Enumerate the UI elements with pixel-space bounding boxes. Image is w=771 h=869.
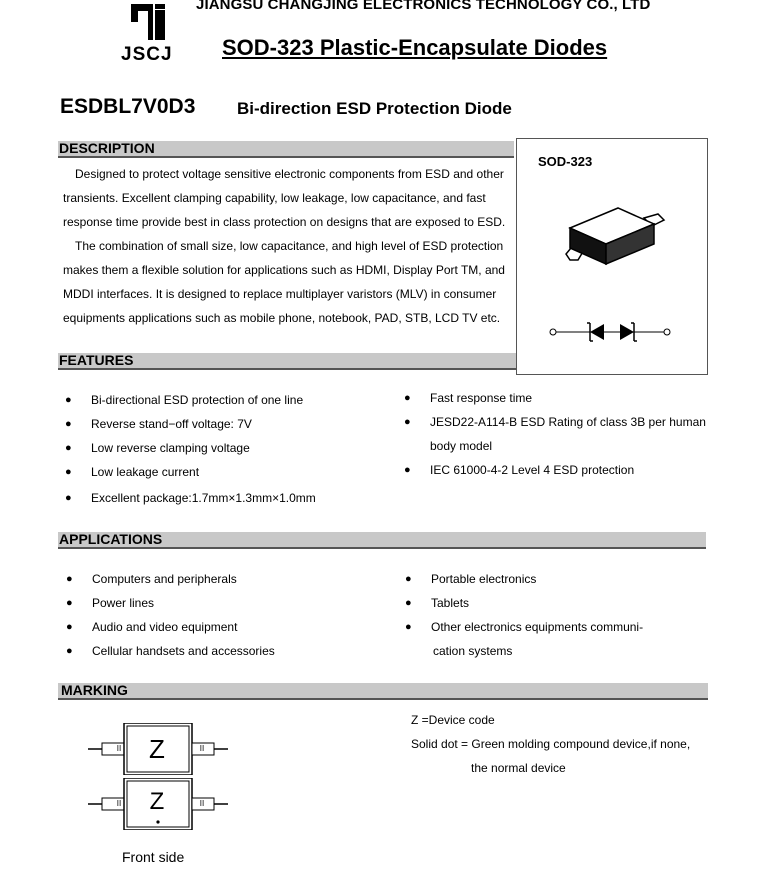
list-item: ● Low leakage current [91,460,316,484]
part-description: Bi-direction ESD Protection Diode [237,99,512,118]
list-item: ● Fast response time [430,386,706,410]
company-logo [131,4,165,40]
solid-dot-icon [156,820,159,823]
features-list-left [65,388,316,512]
pin-label: II [199,799,205,808]
applications-list-right [405,567,644,663]
list-item: ● Cellular handsets and accessories [92,639,275,663]
features-header [58,353,516,370]
diode-symbol [548,320,672,344]
features-list-right [404,386,706,482]
list-item: ● Bi-directional ESD protection of one line [91,388,316,412]
description-line: equipments applications such as mobile phone, notebook, PAD, STB, LCD TV etc. [63,311,501,325]
description-line: transients. Excellent clamping capability, low leakage, low capacitance, and fast [63,191,486,205]
list-item: ● Computers and peripherals [92,567,275,591]
list-item: ● Tablets [431,591,643,615]
bullet-icon: ● [65,442,72,454]
marking-code: Z [149,788,165,815]
list-item: ● Power lines [92,591,275,615]
pin-label: II [116,744,122,753]
bullet-icon: ● [66,621,73,633]
marking-line: Z =Device code [411,713,495,727]
bullet-icon: ● [66,645,73,657]
description-line: The combination of small size, low capacitance, and high level of ESD protection [75,239,504,253]
package-label: SOD-323 [538,154,593,169]
bullet-icon: ● [404,392,411,404]
sod323-package-icon [548,190,678,280]
bullet-icon: ● [405,573,412,585]
marking-line: the normal device [471,761,566,775]
bullet-icon: ● [65,492,72,504]
applications-title: APPLICATIONS [59,531,163,547]
bullet-icon: ● [65,418,72,430]
bullet-icon: ● [65,394,72,406]
list-item: ● Excellent package:1.7mm×1.3mm×1.0mm [91,484,316,512]
marking-title: MARKING [61,682,128,698]
marking-code: Z [149,734,165,764]
package-drawing [548,190,678,280]
list-item: ● JESD22-A114-B ESD Rating of class 3B per human [430,410,706,434]
bullet-icon: ● [66,597,73,609]
bullet-icon: ● [65,466,72,478]
pin-label: II [199,744,205,753]
bullet-icon: ● [404,464,411,476]
bullet-icon: ● [66,573,73,585]
bidirectional-diode-icon [548,320,672,344]
bullet-icon: ● [405,597,412,609]
applications-list-left [66,567,275,663]
list-item: ● Audio and video equipment [92,615,275,639]
marking-legend [411,708,731,780]
list-item: ● Portable electronics [431,567,643,591]
jscj-logo-icon [131,4,165,40]
pin-label: II [116,799,122,808]
list-item: ● Other electronics equipments communi- [431,615,643,639]
logo-text: JSCJ [121,44,173,65]
list-item: body model [430,439,493,453]
description-line: response time provide best in class protection on designs that are exposed to ESD. [63,215,506,229]
bullet-icon: ● [405,621,412,633]
list-item: ● Low reverse clamping voltage [91,436,316,460]
marking-line: Solid dot = Green molding compound device,if none, [411,737,691,751]
description-line: makes them a flexible solution for applications such as HDMI, Display Port TM, and [63,263,505,277]
front-side-caption: Front side [122,849,185,865]
description-header [58,141,514,158]
company-name: JIANGSU CHANGJING ELECTRONICS TECHNOLOGY CO., LTD [196,0,651,13]
features-title: FEATURES [59,352,134,368]
description-line: Designed to protect voltage sensitive electronic components from ESD and other [75,167,504,181]
marking-header [58,683,708,700]
description-title: DESCRIPTION [59,140,155,156]
bullet-icon: ● [404,416,411,428]
list-item: ● Reverse stand−off voltage: 7V [91,412,316,436]
part-number: ESDBL7V0D3 [60,95,196,118]
list-item: ● IEC 61000-4-2 Level 4 ESD protection [430,458,706,482]
list-item: cation systems [433,644,513,658]
description-line: MDDI interfaces. It is designed to replace multiplayer varistors (MLV) in consumer [63,287,497,301]
document-title: SOD-323 Plastic-Encapsulate Diodes [222,35,608,60]
applications-header [58,532,706,549]
description-text [63,162,513,330]
